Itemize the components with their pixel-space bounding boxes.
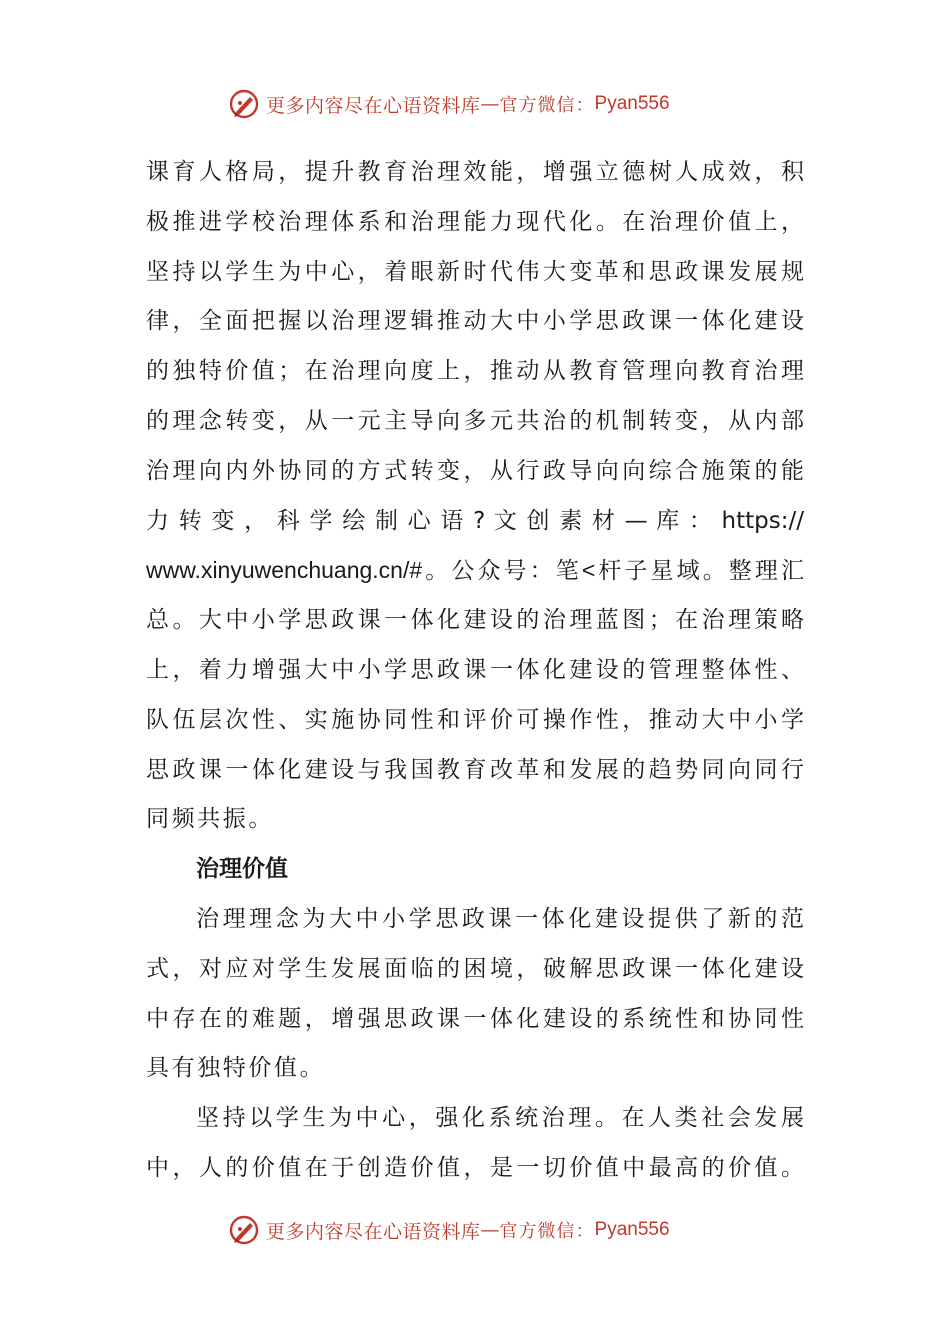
banner-official-wechat-label: 官方微信：	[499, 1221, 595, 1242]
document-body	[146, 148, 804, 1194]
footer-banner	[228, 1212, 748, 1248]
banner-wechat-id: Pyan556	[594, 93, 670, 114]
paragraph-line: 上，着力增强大中小学思政课一体化建设的管理整体性、	[146, 656, 804, 683]
paragraph-line: 极推进学校治理体系和治理能力现代化。在治理价值上，	[146, 208, 804, 235]
paragraph-line: 坚持以学生为中心，强化系统治理。在人类社会发展	[196, 1105, 804, 1132]
banner-dash: —	[480, 93, 500, 115]
banner-title: 更多内容尽在心语资料库	[266, 1220, 481, 1243]
paragraph-line: 总。大中小学思政课一体化建设的治理蓝图；在治理策略	[146, 607, 804, 634]
paragraph-line: 思政课一体化建设与我国教育改革和发展的趋势同向同行	[146, 756, 804, 783]
banner-title: 更多内容尽在心语资料库	[266, 94, 481, 117]
paragraph-line-with-link: 力 转 变 ， 科 学 绘 制 心 语 ? 文 创 素 材 — 库 ： https://	[146, 507, 804, 534]
header-banner	[228, 86, 748, 122]
banner-wechat-id: Pyan556	[594, 1219, 670, 1240]
paragraph-line: 治理向内外协同的方式转变，从行政导向向综合施策的能	[146, 457, 804, 484]
pen-logo-icon	[228, 1214, 260, 1246]
paragraph-line: 的理念转变，从一元主导向多元共治的机制转变，从内部	[146, 407, 804, 434]
paragraph-line-url: www.xinyuwenchuang.cn/#。公众号：笔<杆子星域。整理汇	[146, 557, 804, 584]
paragraph-line: 具有独特价值。	[146, 1055, 326, 1082]
paragraph-line: 中存在的难题，增强思政课一体化建设的系统性和协同性	[146, 1005, 804, 1032]
paragraph-line: 队伍层次性、实施协同性和评价可操作性，推动大中小学	[146, 706, 804, 733]
paragraph-line: 式，对应对学生发展面临的困境，破解思政课一体化建设	[146, 955, 804, 982]
banner-dash: —	[480, 1219, 500, 1241]
paragraph-line: 坚持以学生为中心，着眼新时代伟大变革和思政课发展规	[146, 258, 804, 285]
paragraph-line: 同频共振。	[146, 806, 274, 833]
banner-official-wechat-label: 官方微信：	[499, 95, 595, 116]
paragraph-line: 中，人的价值在于创造价值，是一切价值中最高的价值。	[146, 1154, 804, 1181]
section-heading: 治理价值	[196, 856, 288, 883]
pen-logo-icon	[228, 88, 260, 120]
paragraph-line: 律，全面把握以治理逻辑推动大中小学思政课一体化建设	[146, 308, 804, 335]
paragraph-line: 课育人格局，提升教育治理效能，增强立德树人成效，积	[146, 159, 804, 185]
paragraph-line: 治理理念为大中小学思政课一体化建设提供了新的范	[196, 905, 804, 932]
paragraph-line: 的独特价值；在治理向度上，推动从教育管理向教育治理	[146, 358, 804, 385]
